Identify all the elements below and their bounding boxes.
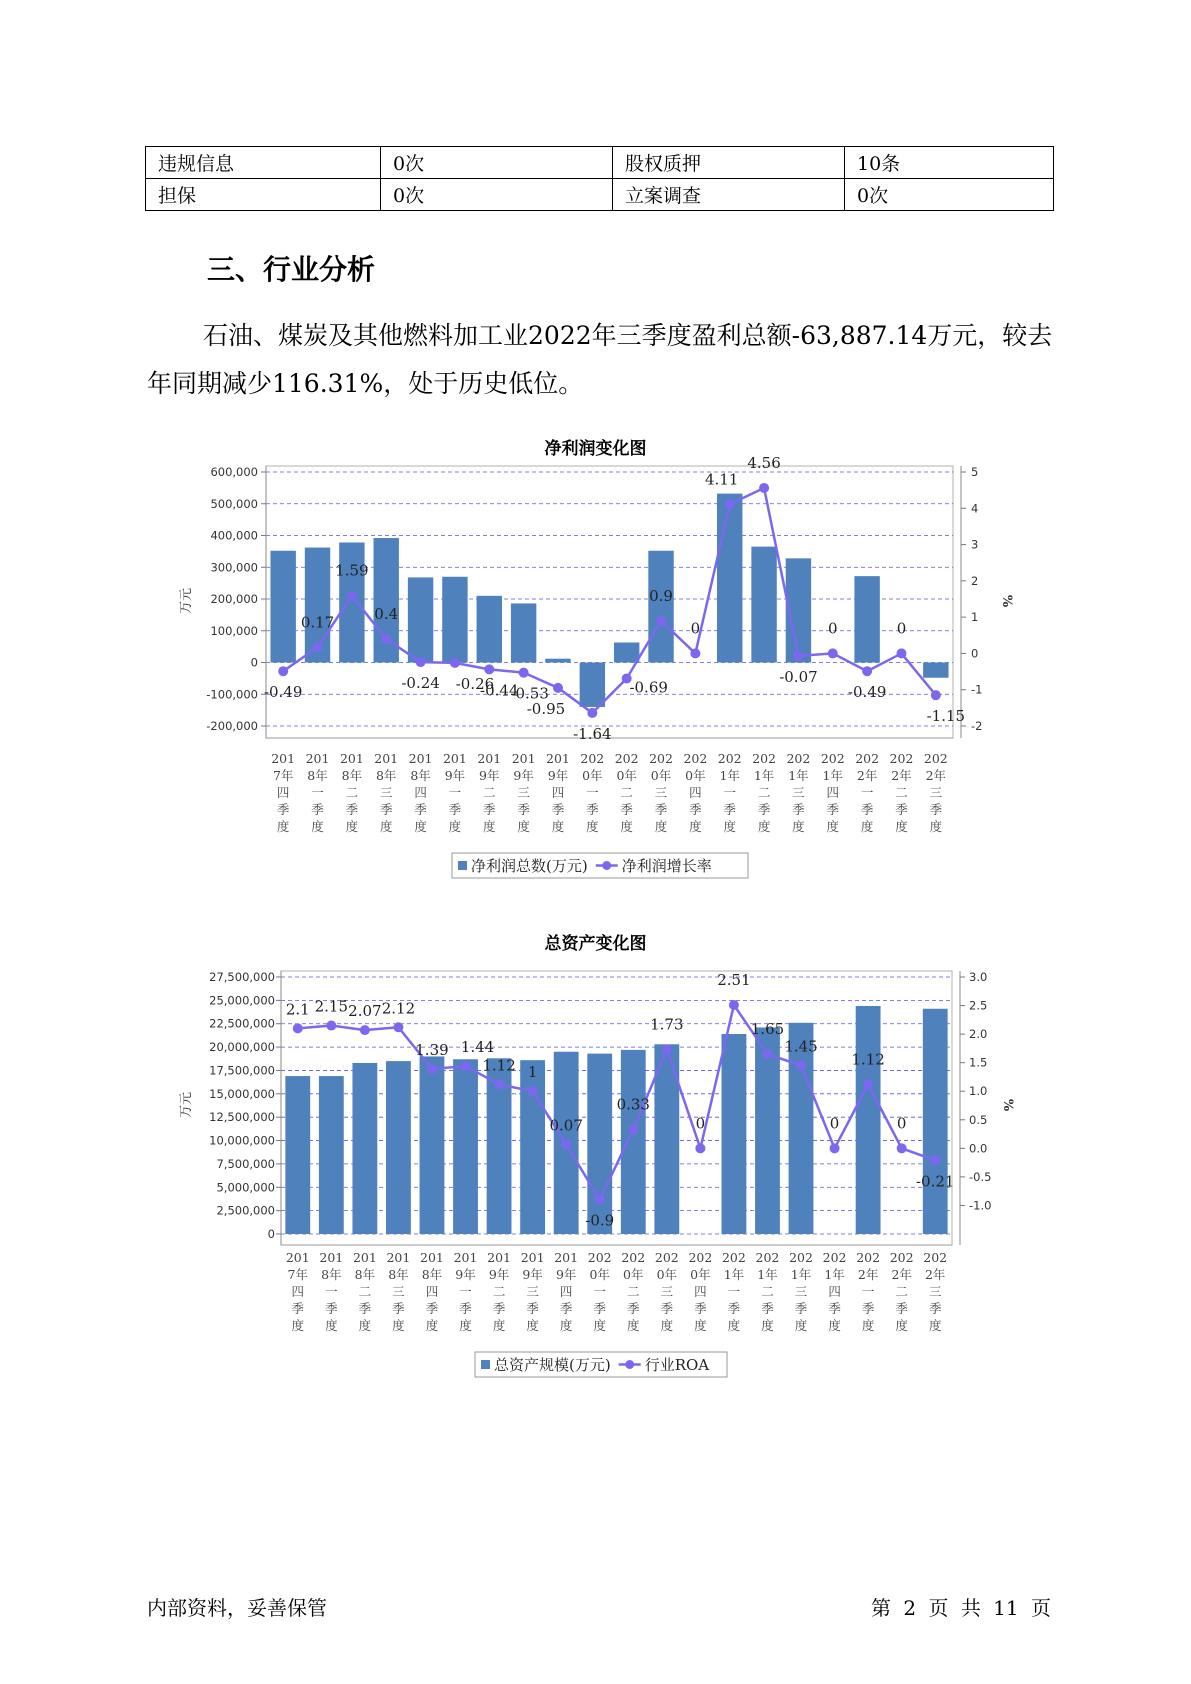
category-label: 202 2年一季度 (855, 751, 880, 834)
category-label: 201 9年三季度 (511, 751, 536, 834)
category-label: 201 9年二季度 (477, 751, 502, 834)
category-label: 201 7年四季度 (285, 1250, 310, 1333)
line-point (278, 666, 288, 676)
data-label: 0 (828, 619, 838, 638)
data-label: 1.12 (482, 1056, 516, 1075)
left-axis-unit-label: 万元 (179, 587, 194, 615)
line-point (930, 1155, 940, 1165)
line-point (759, 483, 769, 493)
bar (856, 1006, 881, 1234)
bar (751, 547, 776, 663)
category-label: 201 8年二季度 (352, 1250, 377, 1333)
data-label: 0 (896, 1114, 907, 1133)
category-label: 201 9年四季度 (546, 751, 570, 834)
category-label: 202 0年四季度 (688, 1250, 713, 1333)
table-cell: 10条 (845, 147, 1054, 179)
left-axis-tick-label: -100,000 (206, 687, 258, 702)
right-axis-tick-label: 1.0 (969, 1084, 988, 1099)
bar (285, 1076, 310, 1234)
legend-line-marker (602, 861, 611, 870)
line-point (381, 634, 391, 644)
data-label: 1.59 (335, 561, 369, 580)
data-label: 1.12 (851, 1050, 885, 1069)
data-label: 1.39 (415, 1040, 449, 1059)
chart-title-total-assets: 总资产变化图 (544, 934, 647, 954)
line-point (656, 616, 666, 626)
data-label: 0 (896, 619, 907, 638)
left-axis-tick-label: 27,500,000 (209, 970, 275, 984)
line-point (863, 1079, 873, 1089)
left-axis-tick-label: 5,000,000 (216, 1180, 275, 1195)
bar (270, 551, 295, 663)
data-label: -0.69 (629, 678, 668, 697)
data-label: -0.44 (480, 681, 519, 700)
right-axis-tick-label: 3.0 (969, 970, 988, 984)
category-label: 201 9年四季度 (554, 1250, 579, 1333)
line-point (293, 1023, 303, 1033)
data-label: 0 (829, 1114, 840, 1133)
data-label: 0.4 (374, 604, 399, 623)
right-axis-tick-label: 2.0 (969, 1027, 988, 1042)
line-point (628, 1124, 638, 1134)
left-axis-tick-label: 12,500,000 (209, 1110, 275, 1125)
right-axis-tick-label: -1.0 (969, 1198, 992, 1213)
bar (408, 577, 433, 662)
category-label: 201 8年一季度 (305, 751, 330, 834)
bar (477, 596, 502, 663)
category-label: 201 8年四季度 (408, 751, 433, 834)
line-point (427, 1064, 437, 1074)
left-axis-tick-label: 25,000,000 (209, 993, 275, 1008)
right-axis-tick-label: -1 (971, 682, 983, 697)
line-point (450, 658, 460, 668)
table-cell: 0次 (845, 179, 1054, 211)
bar (722, 1034, 747, 1234)
left-axis-tick-label: 7,500,000 (216, 1156, 275, 1171)
right-axis-tick-label: 2.5 (969, 998, 988, 1013)
left-axis-tick-label: -200,000 (206, 719, 258, 733)
left-axis-tick-label: 10,000,000 (209, 1133, 275, 1148)
table-cell: 违规信息 (146, 147, 381, 179)
line-point (695, 1143, 705, 1153)
data-label: 1.73 (650, 1015, 684, 1034)
table-row (146, 179, 1054, 211)
left-axis-tick-label: 500,000 (210, 496, 258, 511)
bar (420, 1056, 445, 1234)
legend-bar-label: 净利润总数(万元) (471, 857, 588, 875)
data-label: 2.1 (285, 1000, 310, 1019)
bar (621, 1050, 646, 1234)
table-cell: 0次 (381, 179, 613, 211)
category-label: 201 8年二季度 (339, 751, 364, 834)
line-point (561, 1139, 571, 1149)
data-label: -0.21 (915, 1172, 955, 1191)
category-label: 202 1年二季度 (755, 1250, 780, 1333)
right-axis-tick-label: -0.5 (969, 1169, 992, 1184)
left-axis-tick-label: 15,000,000 (209, 1086, 275, 1101)
line-point (484, 664, 494, 674)
category-label: 201 8年一季度 (319, 1250, 344, 1333)
net-profit-chart (0, 455, 1191, 885)
legend-bar-swatch (458, 861, 467, 870)
data-label: 0 (690, 619, 701, 638)
left-axis-tick-label: 20,000,000 (209, 1040, 275, 1055)
bar (585, 1054, 615, 1234)
data-label: -0.49 (263, 683, 303, 702)
category-label: 202 0年一季度 (580, 751, 605, 834)
data-label: 4.56 (747, 455, 781, 472)
line-point (830, 1143, 840, 1153)
line-point (897, 1143, 907, 1153)
data-label: -0.26 (455, 674, 495, 693)
line-point (313, 642, 323, 652)
data-label: -0.53 (510, 684, 549, 703)
right-axis-tick-label: 4 (971, 501, 979, 516)
line-point (553, 683, 563, 693)
line-point (896, 648, 906, 658)
line-point (326, 1021, 336, 1031)
line-point (519, 668, 529, 678)
category-label: 202 0年三季度 (649, 751, 673, 834)
category-label: 201 8年四季度 (420, 1250, 444, 1333)
category-label: 201 9年一季度 (453, 1250, 478, 1333)
category-label: 202 1年三季度 (789, 1250, 813, 1333)
category-label: 202 1年四季度 (820, 751, 845, 834)
bar (442, 577, 467, 663)
bar (717, 494, 742, 663)
category-label: 202 2年三季度 (923, 1250, 948, 1333)
line-point (360, 1025, 370, 1035)
left-axis-tick-label: 0 (267, 1227, 275, 1241)
data-label: 4.11 (705, 470, 739, 489)
data-label: -0.49 (847, 683, 887, 702)
right-axis-unit-label: % (999, 594, 1014, 608)
category-label: 202 2年二季度 (889, 1250, 914, 1333)
category-label: 202 2年三季度 (923, 751, 948, 834)
data-label: -0.95 (526, 699, 566, 718)
line-point (595, 1195, 605, 1205)
line-point (725, 499, 735, 509)
line-point (587, 708, 597, 718)
right-axis-tick-label: 0.0 (969, 1141, 988, 1156)
legend-line-label: 行业ROA (644, 1356, 710, 1374)
left-axis-tick-label: 600,000 (210, 465, 258, 479)
category-label: 201 9年一季度 (442, 751, 467, 834)
right-axis-tick-label: 1 (971, 610, 979, 625)
line-point (528, 1086, 538, 1096)
line-point (793, 651, 803, 661)
left-axis-tick-label: 22,500,000 (209, 1016, 275, 1031)
chart-title-net-profit: 净利润变化图 (544, 439, 647, 459)
data-label: 2.07 (348, 1002, 382, 1021)
line-point (416, 657, 426, 667)
line-point (393, 1022, 403, 1032)
bar (352, 1063, 377, 1234)
line-point (931, 690, 941, 700)
bar (854, 576, 879, 662)
bar (386, 1061, 411, 1234)
legend-bar-swatch (481, 1360, 490, 1369)
line-point (494, 1079, 504, 1089)
left-axis-tick-label: 17,500,000 (209, 1063, 275, 1078)
category-label: 201 9年二季度 (487, 1250, 512, 1333)
category-label: 202 1年一季度 (721, 1250, 746, 1333)
info-table (145, 146, 1054, 211)
right-axis-tick-label: 3 (971, 537, 979, 552)
total-assets-chart (0, 950, 1191, 1380)
bar (339, 542, 364, 662)
left-axis-tick-label: 200,000 (210, 592, 258, 606)
category-label: 202 0年二季度 (614, 751, 639, 834)
bar (545, 659, 570, 663)
category-label: 202 0年二季度 (621, 1250, 646, 1333)
bar (923, 1009, 948, 1234)
category-label: 201 9年三季度 (520, 1250, 545, 1333)
category-label: 201 7年四季度 (271, 751, 296, 834)
footer-page-number: 第 2 页 共 11 页 (871, 1596, 1051, 1620)
data-label: -1.15 (926, 707, 966, 726)
category-label: 202 1年一季度 (717, 751, 742, 834)
right-axis-tick-label: -2 (971, 719, 983, 733)
data-label: 2.15 (314, 997, 349, 1016)
table-cell: 股权质押 (613, 147, 845, 179)
table-cell: 担保 (146, 179, 381, 211)
left-axis-tick-label: 400,000 (210, 528, 258, 543)
right-axis-tick-label: 5 (971, 465, 979, 479)
data-label: 2.51 (717, 970, 751, 989)
data-label: 2.12 (381, 999, 416, 1018)
bar (580, 663, 605, 707)
legend-line-label: 净利润增长率 (621, 857, 712, 875)
line-point (796, 1061, 806, 1071)
category-label: 202 2年一季度 (856, 1250, 881, 1333)
line-point (729, 1000, 739, 1010)
data-label: 0 (695, 1114, 706, 1133)
data-label: 1.44 (460, 1038, 495, 1057)
category-label: 202 0年一季度 (587, 1250, 612, 1333)
legend-bar-label: 总资产规模(万元) (494, 1356, 611, 1374)
data-label: -0.24 (401, 674, 440, 693)
data-label: 1.45 (784, 1037, 818, 1056)
bar (923, 663, 948, 678)
category-label: 202 0年三季度 (654, 1250, 679, 1333)
data-label: 0.17 (300, 613, 335, 632)
right-axis-unit-label: % (1000, 1098, 1015, 1112)
category-label: 202 1年四季度 (822, 1250, 847, 1333)
left-axis-tick-label: 100,000 (210, 623, 258, 638)
table-row (146, 147, 1054, 179)
data-label: 0.07 (549, 1116, 583, 1135)
section-title: 三、行业分析 (207, 253, 376, 286)
right-axis-tick-label: 2 (971, 573, 979, 588)
table-cell: 0次 (381, 147, 613, 179)
data-label: -0.07 (779, 667, 818, 686)
right-axis-tick-label: 0 (971, 646, 979, 661)
data-label: 1.65 (750, 1020, 785, 1039)
line-point (828, 648, 838, 658)
data-label: 0.9 (649, 586, 673, 605)
line-point (690, 648, 700, 658)
category-label: 201 8年三季度 (386, 1250, 411, 1333)
category-label: 202 1年三季度 (786, 751, 811, 834)
bar (614, 642, 639, 662)
left-axis-tick-label: 300,000 (210, 560, 258, 575)
left-axis-tick-label: 0 (250, 655, 258, 670)
category-label: 202 1年二季度 (752, 751, 777, 834)
right-axis-tick-label: 0.5 (969, 1112, 988, 1127)
legend-line-marker (625, 1360, 634, 1369)
category-label: 201 8年三季度 (374, 751, 399, 834)
analysis-paragraph: 石油、煤炭及其他燃料加工业2022年三季度盈利总额-63,887.14万元，较去年同期减少116.31%，处于历史低位。 (147, 321, 1053, 398)
data-label: -1.64 (573, 724, 612, 743)
data-label: 1 (527, 1063, 538, 1082)
bar (319, 1076, 344, 1234)
line-point (461, 1061, 471, 1071)
bar (453, 1059, 478, 1234)
left-axis-tick-label: 2,500,000 (216, 1203, 275, 1218)
line-point (862, 666, 872, 676)
line-point (662, 1045, 672, 1055)
table-cell: 立案调查 (613, 179, 845, 211)
category-label: 202 2年二季度 (889, 751, 914, 834)
left-axis-unit-label: 万元 (179, 1091, 194, 1119)
line-point (347, 591, 357, 601)
line-point (762, 1049, 772, 1059)
data-label: -0.9 (585, 1211, 615, 1230)
bar (511, 603, 536, 662)
data-label: 0.33 (616, 1095, 650, 1114)
category-label: 202 0年四季度 (683, 751, 708, 834)
footer-confidential: 内部资料，妥善保管 (147, 1596, 327, 1620)
bar (648, 551, 673, 663)
right-axis-tick-label: 1.5 (969, 1055, 988, 1070)
